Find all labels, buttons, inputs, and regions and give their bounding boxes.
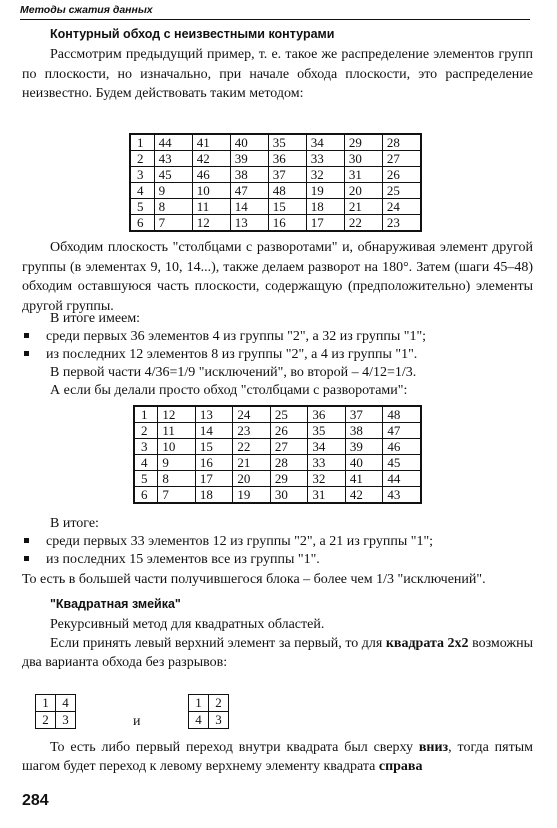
table-cell: 14: [195, 423, 233, 439]
page-number: 284: [22, 792, 49, 809]
table-cell: 9: [158, 455, 196, 471]
and-word: и: [133, 714, 141, 729]
table-cell: 1: [130, 134, 154, 151]
table-cell: 8: [158, 471, 196, 487]
table-cell: 6: [130, 215, 154, 232]
table-cell: 28: [382, 134, 421, 151]
table-cell: 43: [383, 487, 421, 504]
table-row: [130, 199, 421, 215]
table-cell: 26: [270, 423, 308, 439]
table-cell: 38: [345, 423, 383, 439]
section-heading-contour: Контурный обход с неизвестными контурами: [50, 27, 335, 41]
table-cell: 41: [345, 471, 383, 487]
mini-cell: 4: [56, 695, 76, 712]
bullet-icon: [24, 333, 29, 338]
table-row: [130, 134, 421, 151]
table-cell: 17: [195, 471, 233, 487]
table-cell: 31: [344, 167, 382, 183]
body-paragraph: [22, 238, 533, 316]
table-cell: 19: [306, 183, 344, 199]
table-cell: 47: [230, 183, 268, 199]
snake-paragraph: [22, 634, 533, 672]
table-cell: 17: [306, 215, 344, 232]
table-cell: 16: [268, 215, 306, 232]
table-cell: 6: [134, 487, 158, 504]
body-text: Обходим плоскость "столбцами с разворотами" и, обнаруживая элемент другой группы (в элементах 9, 10, 14...), также делаем разворот на 180°. Затем (шаги 45–48) обходим оставшуюся часть плоскости, содержащую (предположительно) элементы другой группы.: [22, 240, 533, 314]
mini-grid-left: [35, 694, 76, 729]
table-cell: 46: [192, 167, 230, 183]
table-cell: 48: [383, 406, 421, 423]
table-cell: 3: [130, 167, 154, 183]
mini-cell: 3: [209, 712, 229, 729]
table-cell: 29: [270, 471, 308, 487]
table-cell: 45: [154, 167, 192, 183]
table-cell: 25: [270, 406, 308, 423]
table-cell: 23: [233, 423, 271, 439]
table-cell: 1: [134, 406, 158, 423]
table-cell: 14: [230, 199, 268, 215]
table-cell: 21: [344, 199, 382, 215]
bullet-item: [24, 328, 426, 346]
table-cell: 27: [270, 439, 308, 455]
table-cell: 32: [306, 167, 344, 183]
snake-intro: Рекурсивный метод для квадратных областей.: [50, 617, 325, 632]
table-row: [134, 455, 421, 471]
table-cell: 40: [345, 455, 383, 471]
table-cell: 18: [195, 487, 233, 504]
table-cell: 5: [130, 199, 154, 215]
table-cell: 30: [344, 151, 382, 167]
table-cell: 32: [308, 471, 346, 487]
bullet-icon: [24, 538, 29, 543]
table-cell: 2: [134, 423, 158, 439]
table-cell: 3: [134, 439, 158, 455]
final-bold-1: вниз: [418, 740, 449, 755]
table-cell: 36: [268, 151, 306, 167]
table-row: [134, 487, 421, 504]
final-bold-2: справа: [378, 759, 423, 774]
mini-cell: 1: [189, 695, 209, 712]
table-cell: 23: [382, 215, 421, 232]
table-cell: 15: [268, 199, 306, 215]
table-cell: 4: [130, 183, 154, 199]
bullet-text: из последних 12 элементов 8 из группы "2", а 4 из группы "1".: [46, 347, 418, 362]
snake-text-post: возможны два варианта обхода без разрывов:: [22, 636, 533, 670]
table-row: [130, 151, 421, 167]
bullet-item: [24, 346, 417, 364]
table-cell: 13: [230, 215, 268, 232]
table-cell: 37: [268, 167, 306, 183]
mini-cell: 4: [189, 712, 209, 729]
table-cell: 11: [192, 199, 230, 215]
table-cell: 21: [233, 455, 271, 471]
table-row: [130, 215, 421, 232]
table-cell: 29: [344, 134, 382, 151]
mini-cell: 3: [56, 712, 76, 729]
intro-text: Рассмотрим предыдущий пример, т. е. такое же распределение элементов групп по плоскости, но изначально, при начале обхода плоскости, это распределение неизвестно. Будем действовать таким методом:: [22, 47, 533, 102]
table-cell: 24: [233, 406, 271, 423]
table-cell: 20: [233, 471, 271, 487]
table-cell: 26: [382, 167, 421, 183]
final-paragraph: [22, 738, 533, 776]
table-cell: 42: [345, 487, 383, 504]
table-cell: 35: [308, 423, 346, 439]
table-cell: 34: [306, 134, 344, 151]
table-cell: 12: [158, 406, 196, 423]
table-cell: 35: [268, 134, 306, 151]
table-cell: 45: [383, 455, 421, 471]
table-cell: 4: [134, 455, 158, 471]
bullet-text: из последних 15 элементов все из группы "1".: [46, 552, 320, 567]
table-cell: 36: [308, 406, 346, 423]
table-row: [134, 406, 421, 423]
table-row: [134, 471, 421, 487]
table-cell: 43: [154, 151, 192, 167]
mini-cell: 1: [36, 695, 56, 712]
table-cell: 28: [270, 455, 308, 471]
table-cell: 33: [306, 151, 344, 167]
table-cell: 5: [134, 471, 158, 487]
table-cell: 15: [195, 439, 233, 455]
columns-table: [133, 405, 422, 504]
section-heading-snake: "Квадратная змейка": [50, 597, 181, 611]
mini-cell: 2: [209, 695, 229, 712]
conclusion-line: То есть в большей части получившегося блока – более чем 1/3 "исключений".: [22, 572, 486, 587]
table-cell: 11: [158, 423, 196, 439]
total-label: В итоге имеем:: [50, 311, 141, 326]
table-cell: 39: [230, 151, 268, 167]
table-cell: 19: [233, 487, 271, 504]
snake-text-pre: Если принять левый верхний элемент за первый, то для: [50, 636, 386, 651]
if-line: А если бы делали просто обход "столбцами с разворотами":: [50, 383, 408, 398]
table-cell: 22: [233, 439, 271, 455]
table-cell: 7: [154, 215, 192, 232]
table-cell: 38: [230, 167, 268, 183]
table-cell: 10: [192, 183, 230, 199]
table-cell: 46: [383, 439, 421, 455]
bullet-text: среди первых 33 элементов 12 из группы "2", а 21 из группы "1";: [46, 534, 434, 549]
mini-cell: 2: [36, 712, 56, 729]
table-cell: 8: [154, 199, 192, 215]
table-cell: 22: [344, 215, 382, 232]
table-cell: 12: [192, 215, 230, 232]
mini-grid-right: [188, 694, 229, 729]
table-cell: 9: [154, 183, 192, 199]
table-row: [130, 183, 421, 199]
bullet-item: [24, 533, 433, 551]
table-cell: 44: [154, 134, 192, 151]
table-row: [134, 423, 421, 439]
table-cell: 16: [195, 455, 233, 471]
bullet-item: [24, 551, 320, 569]
table-cell: 13: [195, 406, 233, 423]
table-cell: 30: [270, 487, 308, 504]
table-cell: 24: [382, 199, 421, 215]
table-cell: 25: [382, 183, 421, 199]
contour-table: [129, 133, 422, 232]
table-cell: 40: [230, 134, 268, 151]
table-cell: 20: [344, 183, 382, 199]
table-cell: 39: [345, 439, 383, 455]
table-cell: 7: [158, 487, 196, 504]
table-cell: 41: [192, 134, 230, 151]
table-cell: 31: [308, 487, 346, 504]
table-cell: 48: [268, 183, 306, 199]
table-cell: 47: [383, 423, 421, 439]
table-cell: 27: [382, 151, 421, 167]
table-cell: 18: [306, 199, 344, 215]
intro-paragraph: [22, 45, 533, 104]
table-cell: 2: [130, 151, 154, 167]
bullet-text: среди первых 36 элементов 4 из группы "2", а 32 из группы "1";: [46, 329, 427, 344]
bullet-icon: [24, 556, 29, 561]
table-cell: 44: [383, 471, 421, 487]
table-cell: 10: [158, 439, 196, 455]
table-cell: 34: [308, 439, 346, 455]
final-text-2: , тогда пятым шагом будет переход к левому верхнему элементу квадрата: [22, 740, 533, 774]
table-cell: 42: [192, 151, 230, 167]
ratio-line: В первой части 4/36=1/9 "исключений", во второй – 4/12=1/3.: [50, 365, 417, 380]
table-cell: 37: [345, 406, 383, 423]
table-row: [130, 167, 421, 183]
snake-text-bold: квадрата 2х2: [385, 636, 469, 651]
table-row: [134, 439, 421, 455]
total-label: В итоге:: [50, 516, 99, 531]
bullet-icon: [24, 351, 29, 356]
table-cell: 33: [308, 455, 346, 471]
final-text-1: То есть либо первый переход внутри квадрата был сверху: [50, 740, 419, 755]
running-header: Методы сжатия данных: [20, 4, 530, 20]
